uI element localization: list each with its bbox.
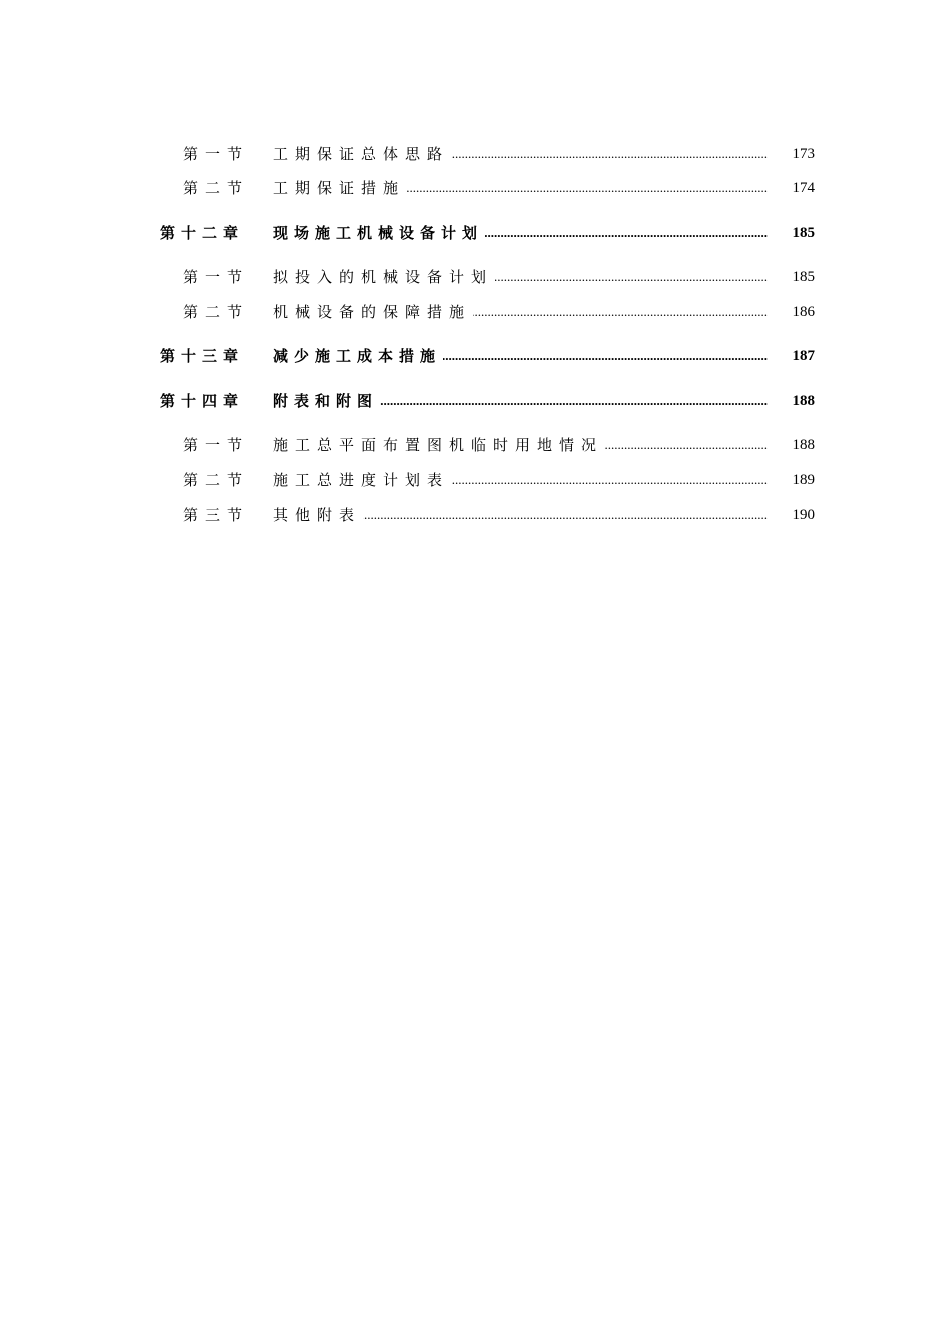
toc-entry-page: 186 xyxy=(792,304,815,320)
toc-entry-title-leader xyxy=(273,500,768,530)
toc-entry-page: 185 xyxy=(792,225,815,241)
toc-entry-title: 工期保证总体思路 xyxy=(273,145,450,163)
toc-entry-number: 第十三章 xyxy=(160,347,245,365)
toc-entry-page: 187 xyxy=(792,348,815,364)
toc-entry-title: 拟投入的机械设备计划 xyxy=(273,268,494,286)
toc-entry-number: 第三节 xyxy=(183,506,250,524)
toc-entry-number: 第二节 xyxy=(183,179,250,197)
toc-entry[interactable] xyxy=(0,500,950,530)
toc-entry-title-leader xyxy=(273,465,768,495)
toc-entry-title: 工期保证措施 xyxy=(273,179,406,197)
toc-chapter-entry[interactable] xyxy=(0,386,950,416)
toc-entry-page: 185 xyxy=(792,269,815,285)
toc-entry-number: 第一节 xyxy=(183,145,250,163)
toc-entry-number: 第二节 xyxy=(183,471,250,489)
toc-entry-title-leader xyxy=(273,430,768,460)
toc-entry[interactable] xyxy=(0,430,950,460)
toc-entry-page: 189 xyxy=(792,472,815,488)
toc-entry-title-leader xyxy=(273,341,768,371)
toc-entry-number: 第十四章 xyxy=(160,392,245,410)
toc-entry-title: 机械设备的保障措施 xyxy=(273,303,472,321)
toc-chapter-entry[interactable] xyxy=(0,341,950,371)
toc-entry-title-leader xyxy=(273,173,768,203)
toc-entry-number: 第二节 xyxy=(183,303,250,321)
toc-entry-title: 其他附表 xyxy=(273,506,362,524)
toc-entry-title-leader xyxy=(273,297,768,327)
toc-entry-title-leader xyxy=(273,139,768,169)
toc-entry-page: 188 xyxy=(792,437,815,453)
toc-entry[interactable] xyxy=(0,262,950,292)
toc-entry[interactable] xyxy=(0,139,950,169)
toc-entry[interactable] xyxy=(0,173,950,203)
toc-entry-page: 173 xyxy=(792,146,815,162)
toc-entry[interactable] xyxy=(0,465,950,495)
toc-entry-title: 现场施工机械设备计划 xyxy=(273,224,484,242)
toc-entry-number: 第一节 xyxy=(183,268,250,286)
toc-entry-title: 附表和附图 xyxy=(273,392,379,410)
toc-entry-title-leader xyxy=(273,262,768,292)
toc-entry-title: 施工总平面布置图机临时用地情况 xyxy=(273,436,604,454)
toc-entry-page: 188 xyxy=(792,393,815,409)
toc-entry-page: 190 xyxy=(792,507,815,523)
toc-entry-title-leader xyxy=(273,386,768,416)
toc-entry-number: 第一节 xyxy=(183,436,250,454)
toc-entry-title-leader xyxy=(273,218,768,248)
toc-chapter-entry[interactable] xyxy=(0,218,950,248)
toc-entry-number: 第十二章 xyxy=(160,224,245,242)
toc-entry[interactable] xyxy=(0,297,950,327)
toc-entry-title: 施工总进度计划表 xyxy=(273,471,450,489)
toc-entry-title: 减少施工成本措施 xyxy=(273,347,442,365)
toc-entry-page: 174 xyxy=(792,180,815,196)
